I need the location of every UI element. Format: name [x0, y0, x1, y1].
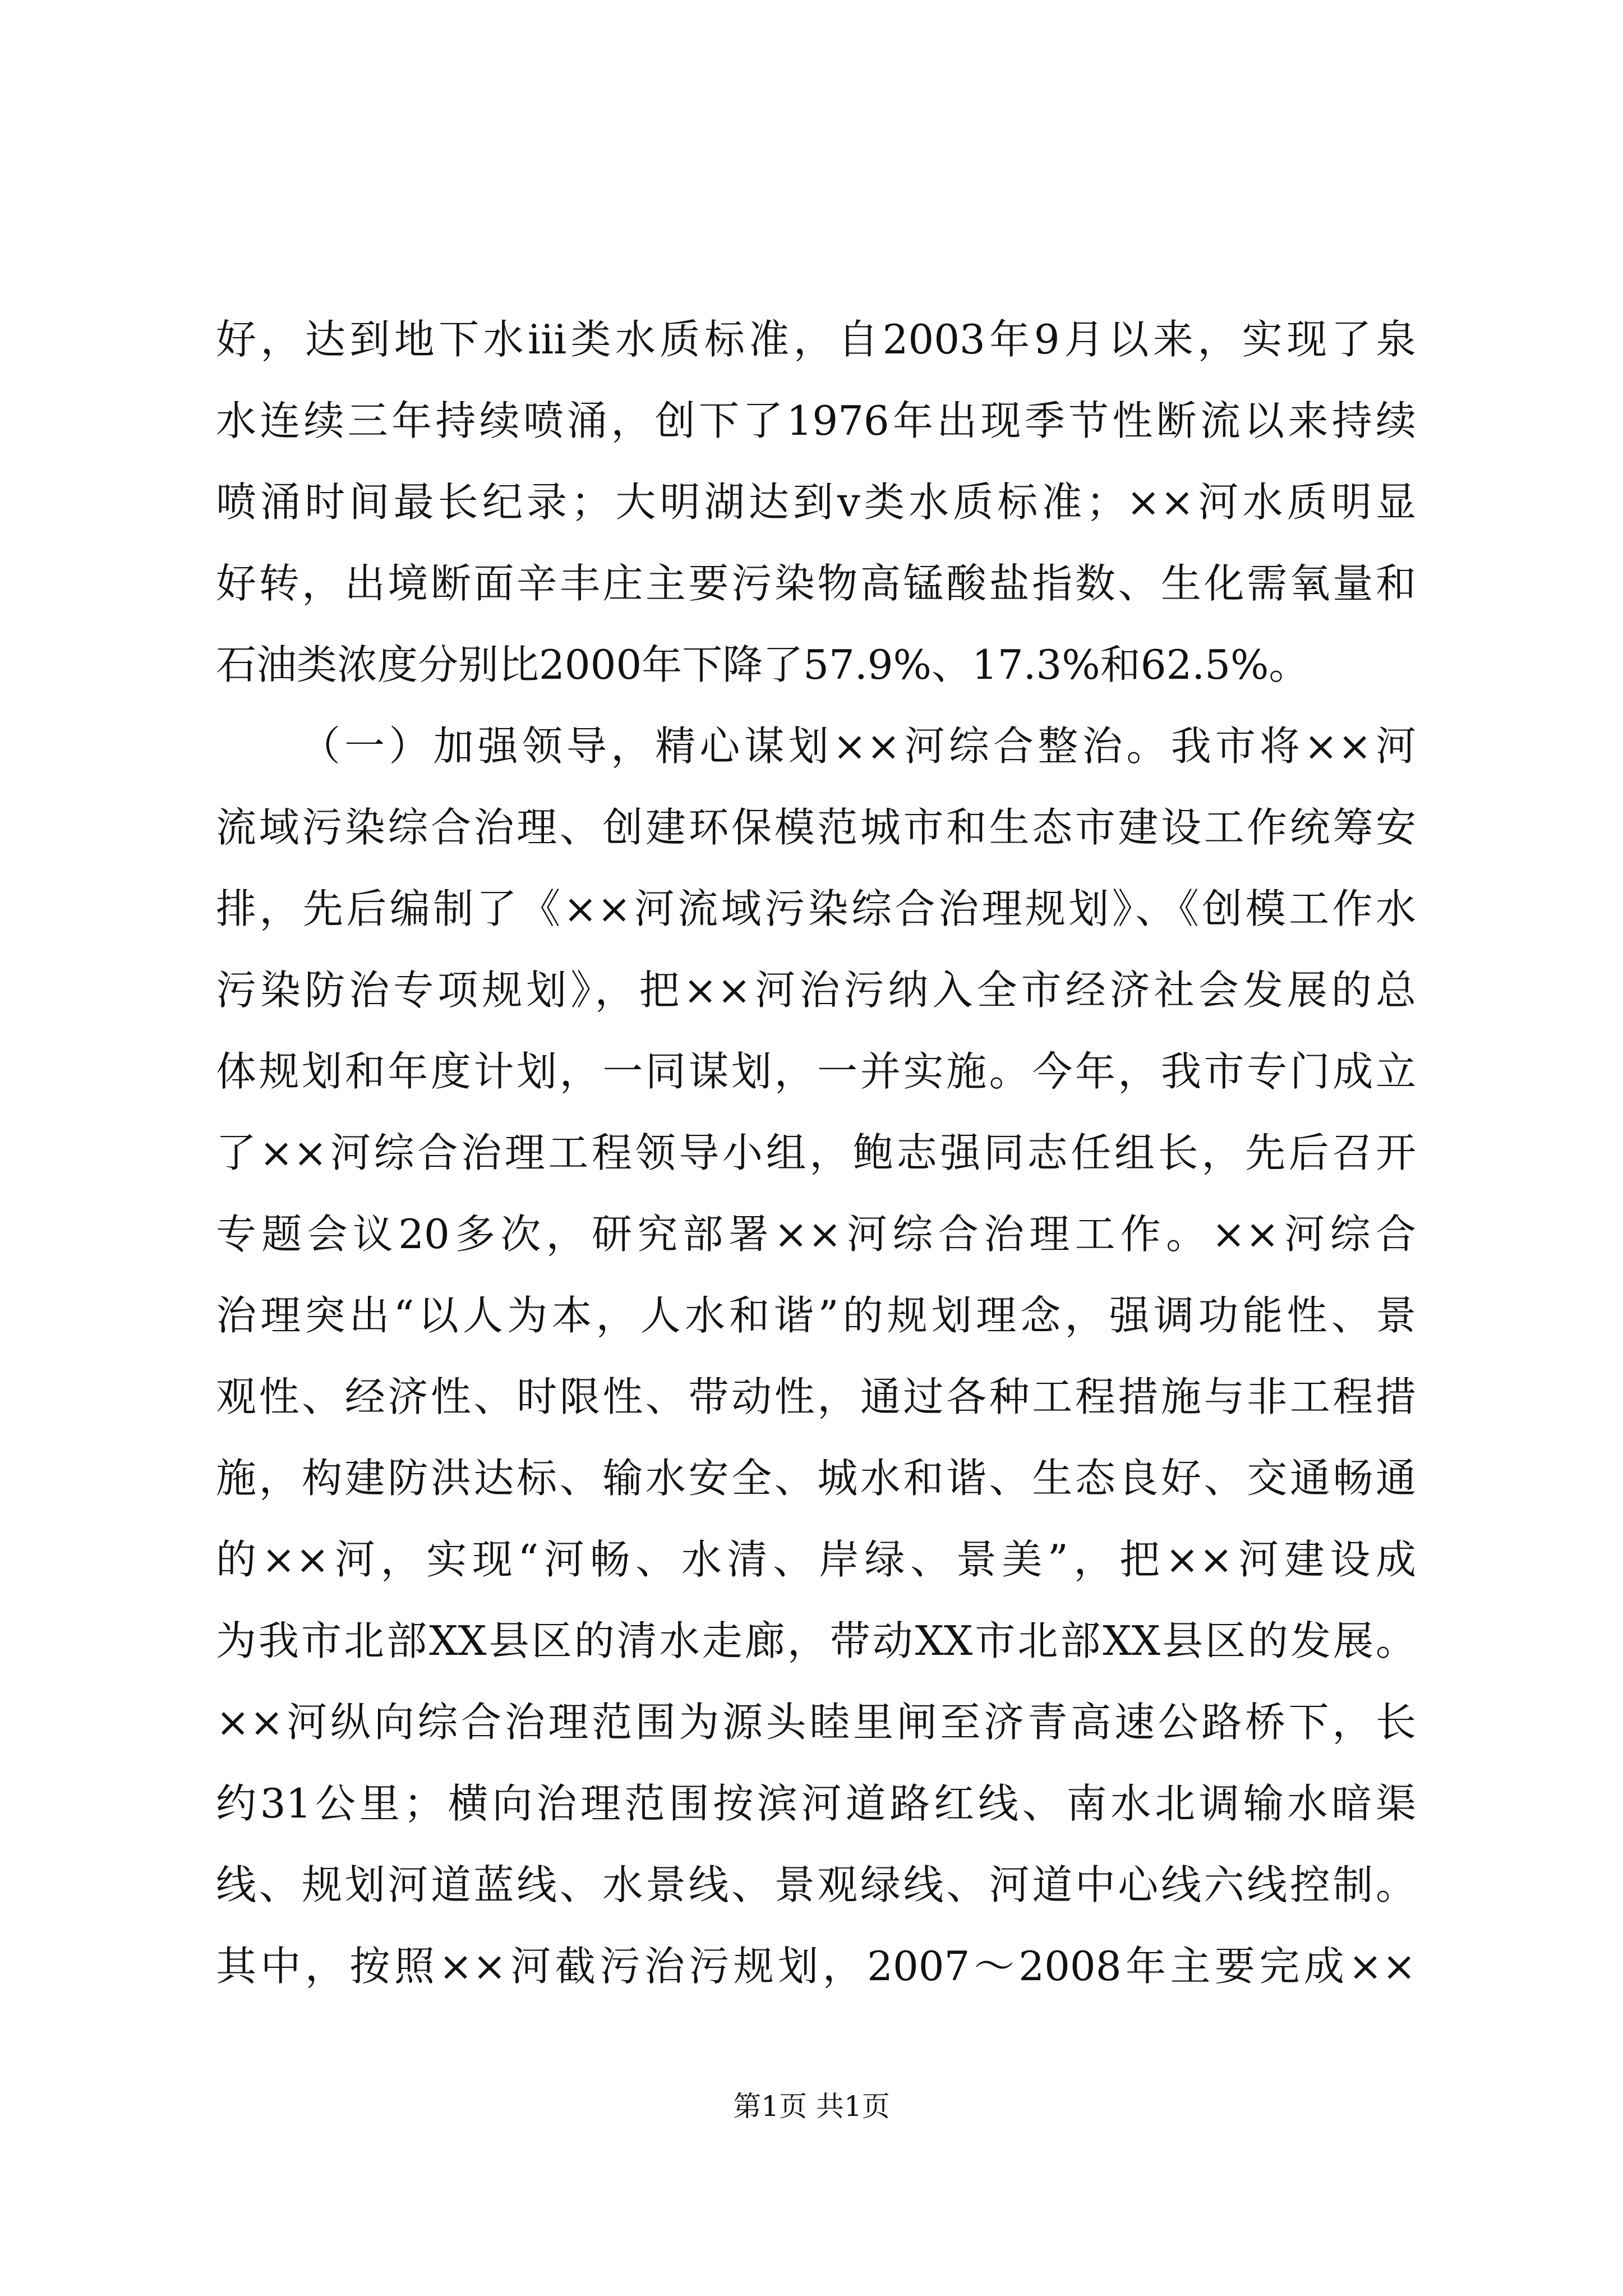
text-line: 喷涌时间最长纪录；大明湖达到v类水质标准；××河水质明显 [216, 478, 1416, 526]
text-line: 其中，按照××河截污治污规划，2007～2008年主要完成×× [216, 1943, 1416, 1990]
text-line: 排，先后编制了《××河流域污染综合治理规划》、《创模工作水 [216, 885, 1416, 932]
text-line: 污染防治专项规划》，把××河治污纳入全市经济社会发展的总 [216, 967, 1416, 1014]
text-line: 流域污染综合治理、创建环保模范城市和生态市建设工作统筹安 [216, 804, 1416, 851]
text-line: 石油类浓度分别比2000年下降了57.9%、17.3%和62.5%。 [216, 641, 1310, 688]
text-line: 施，构建防洪达标、输水安全、城水和谐、生态良好、交通畅通 [216, 1455, 1416, 1502]
text-line: 治理突出“以人为本，人水和谐”的规划理念，强调功能性、景 [216, 1292, 1416, 1339]
text-line: 约31公里；横向治理范围按滨河道路红线、南水北调输水暗渠 [216, 1780, 1416, 1827]
text-line: 为我市北部XX县区的清水走廊，带动XX市北部XX县区的发展。 [216, 1617, 1416, 1664]
paragraph-first-line: （一）加强领导，精心谋划××河综合整治。我市将××河 [300, 723, 1416, 770]
text-line: 线、规划河道蓝线、水景线、景观绿线、河道中心线六线控制。 [216, 1861, 1416, 1908]
text-line: ××河纵向综合治理范围为源头睦里闸至济青高速公路桥下，长 [216, 1699, 1416, 1746]
text-line: 的××河，实现“河畅、水清、岸绿、景美”，把××河建设成 [216, 1536, 1416, 1583]
text-line: 好，达到地下水iii类水质标准，自2003年9月以来，实现了泉 [216, 316, 1416, 363]
text-line: 体规划和年度计划，一同谋划，一并实施。今年，我市专门成立 [216, 1048, 1416, 1095]
text-line: 专题会议20多次，研究部署××河综合治理工作。××河综合 [216, 1211, 1416, 1258]
page-footer: 第1页 共1页 [733, 2090, 890, 2123]
text-line: 观性、经济性、时限性、带动性，通过各种工程措施与非工程措 [216, 1373, 1416, 1420]
text-line: 了××河综合治理工程领导小组，鲍志强同志任组长，先后召开 [216, 1129, 1416, 1176]
text-line: 好转，出境断面辛丰庄主要污染物高锰酸盐指数、生化需氧量和 [216, 560, 1416, 607]
text-line: 水连续三年持续喷涌，创下了1976年出现季节性断流以来持续 [216, 397, 1416, 444]
